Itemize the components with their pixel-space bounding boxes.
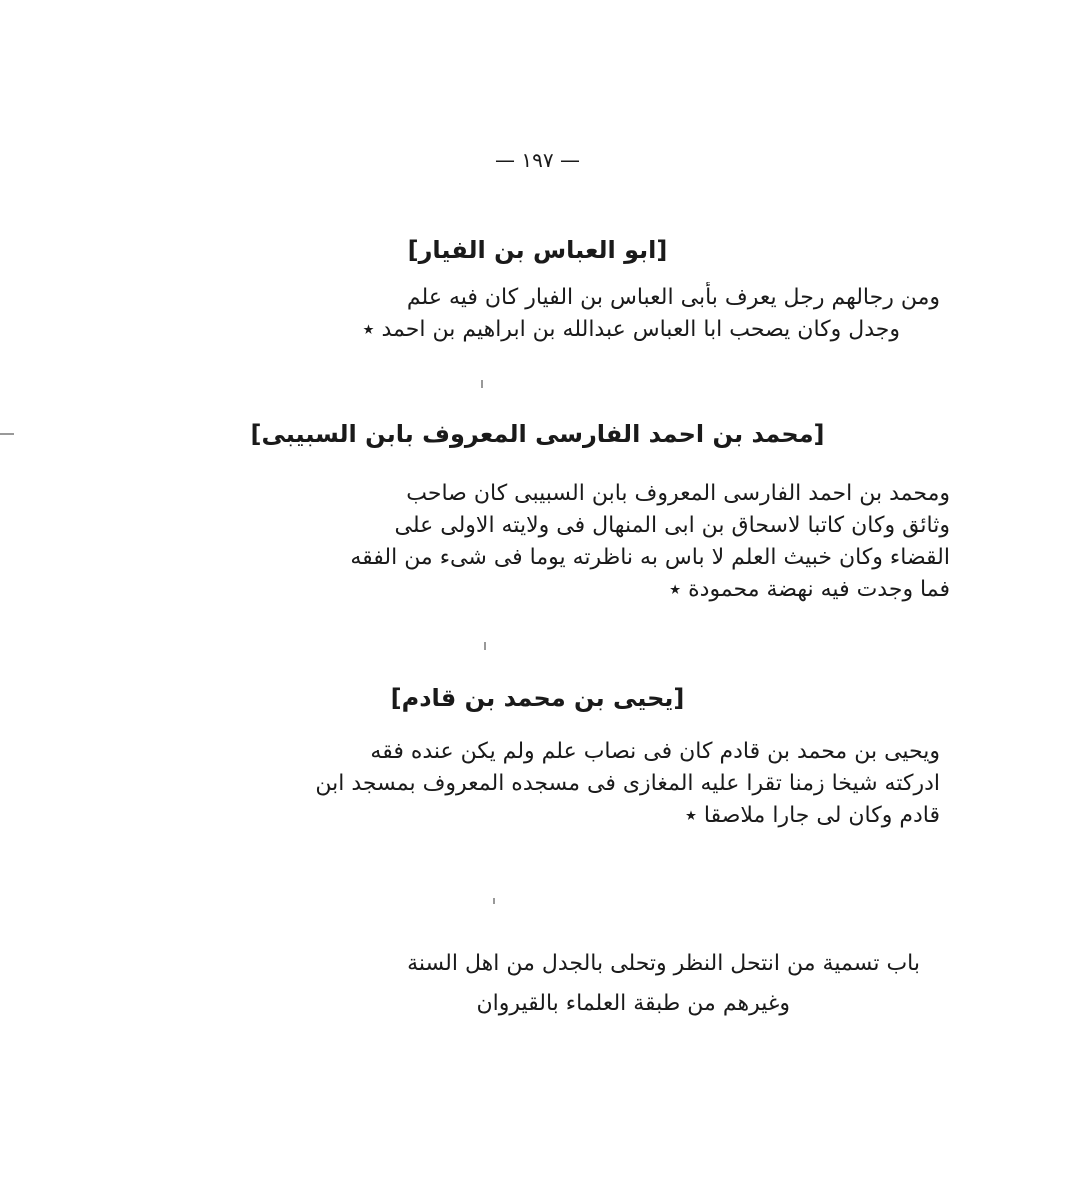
entry-3-line-3: قادم وكان لى جارا ملاصقا ٭ bbox=[684, 803, 940, 828]
entry-heading-3 bbox=[0, 684, 1075, 712]
entry-2-line-3: القضاء وكان خبيث العلم لا باس به ناظرته يوما فى شىء من الفقه bbox=[350, 545, 950, 570]
section-title-line-2: وغيرهم من طبقة العلماء بالقيروان bbox=[476, 991, 790, 1016]
entry-2-line-2: وثائق وكان كاتبا لاسحاق بن ابى المنهال فى ولايته الاولى على bbox=[394, 513, 950, 538]
page-number: — ١٩٧ — bbox=[495, 148, 580, 172]
entry-1-line-1: ومن رجالهم رجل يعرف بأبى العباس بن الفيار كان فيه علم bbox=[406, 285, 940, 310]
entry-heading-2 bbox=[0, 420, 1075, 448]
entry-body-2 bbox=[172, 478, 950, 606]
scan-mark bbox=[484, 642, 486, 650]
entry-body-3 bbox=[186, 736, 940, 832]
entry-2-line-1: ومحمد بن احمد الفارسى المعروف بابن السبيبى كان صاحب bbox=[406, 481, 950, 506]
entry-2-line-4: فما وجدت فيه نهضة محمودة ٭ bbox=[669, 577, 950, 602]
scan-mark bbox=[0, 433, 14, 435]
scan-mark bbox=[493, 898, 495, 904]
entry-heading-3-text: [يحيى بن محمد بن قادم] bbox=[390, 684, 685, 712]
entry-heading-1 bbox=[0, 236, 1075, 264]
entry-heading-2-text: [محمد بن احمد الفارسى المعروف بابن السبيبى] bbox=[250, 420, 825, 448]
scan-mark bbox=[481, 380, 483, 388]
section-title bbox=[260, 944, 920, 1024]
entry-heading-1-text: [ابو العباس بن الفيار] bbox=[407, 236, 668, 264]
entry-body-1 bbox=[160, 282, 940, 346]
entry-1-line-2: وجدل وكان يصحب ابا العباس عبدالله بن ابراهيم بن احمد ٭ bbox=[362, 317, 900, 342]
entry-3-line-1: ويحيى بن محمد بن قادم كان فى نصاب علم ولم يكن عنده فقه bbox=[370, 739, 940, 764]
section-title-line-1: باب تسمية من انتحل النظر وتحلى بالجدل من اهل السنة bbox=[407, 951, 920, 976]
entry-3-line-2: ادركته شيخا زمنا تقرا عليه المغازى فى مسجده المعروف بمسجد ابن bbox=[315, 771, 940, 796]
